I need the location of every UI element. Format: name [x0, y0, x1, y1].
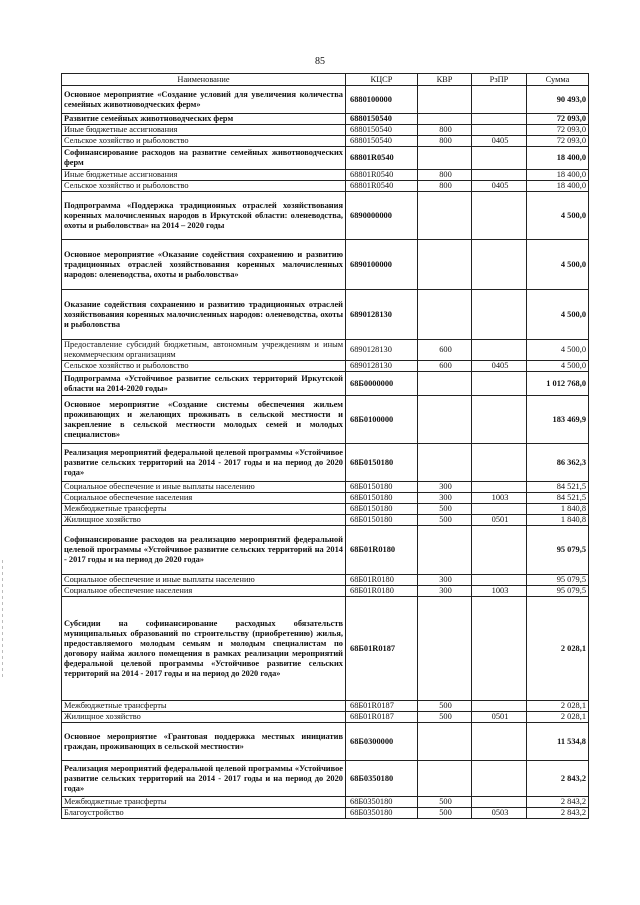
cell-rzpr: 0405 — [472, 136, 527, 147]
cell-kcsr: 68Б0150180 — [346, 493, 418, 504]
cell-rzpr — [472, 444, 527, 482]
cell-rzpr — [472, 575, 527, 586]
cell-kvr — [418, 114, 472, 125]
cell-rzpr — [472, 761, 527, 797]
cell-rzpr: 0405 — [472, 361, 527, 372]
cell-rzpr: 1003 — [472, 586, 527, 597]
cell-kvr — [418, 86, 472, 114]
cell-rzpr — [472, 396, 527, 444]
cell-kvr: 300 — [418, 586, 472, 597]
cell-kvr: 800 — [418, 125, 472, 136]
cell-rzpr: 0501 — [472, 515, 527, 526]
cell-name: Межбюджетные трансферты — [62, 797, 346, 808]
cell-sum: 90 493,0 — [527, 86, 589, 114]
cell-kvr: 500 — [418, 797, 472, 808]
cell-sum: 183 469,9 — [527, 396, 589, 444]
cell-rzpr: 0503 — [472, 808, 527, 819]
cell-kvr — [418, 761, 472, 797]
cell-name: Софинансирование расходов на реализацию мероприятий федеральной целевой программы «Устойчивое развитие сельских территорий на 2014 - 2017 годы и на период до 2020 года» — [62, 526, 346, 575]
cell-name: Предоставление субсидий бюджетным, автономным учреждениям и иным некоммерческим организациям — [62, 340, 346, 361]
cell-kcsr: 68Б0150180 — [346, 444, 418, 482]
cell-kcsr: 68Б0150180 — [346, 515, 418, 526]
cell-kcsr: 68Б0100000 — [346, 396, 418, 444]
table-row — [62, 482, 589, 493]
cell-name: Социальное обеспечение населения — [62, 493, 346, 504]
cell-sum: 4 500,0 — [527, 192, 589, 240]
cell-kcsr: 68Б0350180 — [346, 808, 418, 819]
cell-kcsr: 68Б0000000 — [346, 372, 418, 396]
cell-rzpr — [472, 597, 527, 701]
cell-kcsr: 68801R0540 — [346, 170, 418, 181]
cell-rzpr — [472, 240, 527, 290]
cell-kcsr: 6890128130 — [346, 340, 418, 361]
table-row — [62, 192, 589, 240]
cell-kcsr: 68801R0540 — [346, 181, 418, 192]
cell-rzpr: 1003 — [472, 493, 527, 504]
cell-kvr — [418, 240, 472, 290]
cell-name: Сельское хозяйство и рыболовство — [62, 361, 346, 372]
table-row — [62, 701, 589, 712]
cell-name: Реализация мероприятий федеральной целевой программы «Устойчивое развитие сельских территорий на 2014 - 2017 годы и на период до 2020 года» — [62, 444, 346, 482]
table-row — [62, 712, 589, 723]
cell-name: Жилищное хозяйство — [62, 515, 346, 526]
cell-kcsr: 68Б01R0187 — [346, 701, 418, 712]
cell-kcsr: 6880150540 — [346, 125, 418, 136]
table-row — [62, 797, 589, 808]
table-row — [62, 761, 589, 797]
cell-rzpr — [472, 147, 527, 170]
cell-rzpr — [472, 372, 527, 396]
cell-name: Иные бюджетные ассигнования — [62, 125, 346, 136]
cell-sum: 1 840,8 — [527, 515, 589, 526]
table-row — [62, 504, 589, 515]
cell-kvr — [418, 290, 472, 340]
table-row — [62, 125, 589, 136]
cell-sum: 4 500,0 — [527, 340, 589, 361]
cell-name: Социальное обеспечение и иные выплаты населению — [62, 575, 346, 586]
cell-kvr — [418, 444, 472, 482]
table-row — [62, 240, 589, 290]
cell-kcsr: 6890000000 — [346, 192, 418, 240]
cell-name: Межбюджетные трансферты — [62, 701, 346, 712]
cell-kcsr: 68Б0350180 — [346, 761, 418, 797]
cell-kcsr: 68Б01R0180 — [346, 526, 418, 575]
cell-kcsr: 6890100000 — [346, 240, 418, 290]
cell-kvr: 300 — [418, 575, 472, 586]
cell-rzpr — [472, 86, 527, 114]
table-row — [62, 586, 589, 597]
table-row — [62, 575, 589, 586]
cell-name: Развитие семейных животноводческих ферм — [62, 114, 346, 125]
page-number: 85 — [315, 56, 325, 67]
cell-kcsr: 68Б0350180 — [346, 797, 418, 808]
cell-rzpr — [472, 114, 527, 125]
table-row — [62, 396, 589, 444]
cell-rzpr — [472, 340, 527, 361]
cell-sum: 72 093,0 — [527, 136, 589, 147]
table-row — [62, 290, 589, 340]
cell-name: Оказание содействия сохранению и развитию традиционных отраслей хозяйствования коренных малочисленных народов: оленеводства, охоты и рыболовства — [62, 290, 346, 340]
cell-kvr: 300 — [418, 493, 472, 504]
cell-kcsr: 6890128130 — [346, 290, 418, 340]
cell-kvr — [418, 147, 472, 170]
header-kvr: КВР — [418, 74, 472, 86]
cell-sum: 84 521,5 — [527, 482, 589, 493]
cell-kvr: 500 — [418, 808, 472, 819]
cell-sum: 2 843,2 — [527, 761, 589, 797]
header-name: Наименование — [62, 74, 346, 86]
table-header-row — [62, 74, 589, 86]
cell-sum: 84 521,5 — [527, 493, 589, 504]
cell-kvr: 600 — [418, 340, 472, 361]
scan-margin-mark — [2, 560, 3, 680]
table-row — [62, 444, 589, 482]
cell-sum: 1 840,8 — [527, 504, 589, 515]
cell-rzpr: 0501 — [472, 712, 527, 723]
cell-name: Сельское хозяйство и рыболовство — [62, 136, 346, 147]
cell-kcsr: 68Б0150180 — [346, 504, 418, 515]
table-row — [62, 808, 589, 819]
cell-name: Основное мероприятие «Создание системы обеспечения жильем проживающих и желающих проживать в сельской местности и закрепление в сельской местности молодых семей и молодых специалистов» — [62, 396, 346, 444]
cell-name: Основное мероприятие «Оказание содействия сохранению и развитию традиционных отраслей хозяйствования коренных малочисленных народов: оленеводства, охоты и рыболовства» — [62, 240, 346, 290]
table-row — [62, 361, 589, 372]
table-row — [62, 493, 589, 504]
cell-kvr — [418, 192, 472, 240]
cell-name: Софинансирование расходов на развитие семейных животноводческих ферм — [62, 147, 346, 170]
cell-rzpr — [472, 701, 527, 712]
cell-name: Жилищное хозяйство — [62, 712, 346, 723]
table-row — [62, 86, 589, 114]
cell-kvr: 500 — [418, 504, 472, 515]
table-row — [62, 114, 589, 125]
cell-sum: 18 400,0 — [527, 181, 589, 192]
cell-kcsr: 68Б0300000 — [346, 723, 418, 761]
cell-rzpr — [472, 797, 527, 808]
header-kcsr: КЦСР — [346, 74, 418, 86]
table-row — [62, 515, 589, 526]
cell-rzpr: 0405 — [472, 181, 527, 192]
table-row — [62, 181, 589, 192]
cell-sum: 11 534,8 — [527, 723, 589, 761]
table-row — [62, 372, 589, 396]
table-row — [62, 526, 589, 575]
cell-rzpr — [472, 526, 527, 575]
table-row — [62, 170, 589, 181]
cell-sum: 86 362,3 — [527, 444, 589, 482]
table-row — [62, 147, 589, 170]
cell-name: Подпрограмма «Устойчивое развитие сельских территорий Иркутской области на 2014-2020 годы» — [62, 372, 346, 396]
cell-kvr: 500 — [418, 515, 472, 526]
cell-sum: 4 500,0 — [527, 240, 589, 290]
cell-kcsr: 6880150540 — [346, 136, 418, 147]
cell-kvr — [418, 597, 472, 701]
cell-kvr: 300 — [418, 482, 472, 493]
cell-kvr: 800 — [418, 181, 472, 192]
cell-kvr: 500 — [418, 701, 472, 712]
cell-rzpr — [472, 290, 527, 340]
cell-sum: 95 079,5 — [527, 575, 589, 586]
cell-kcsr: 68Б01R0187 — [346, 597, 418, 701]
cell-sum: 2 028,1 — [527, 597, 589, 701]
cell-rzpr — [472, 170, 527, 181]
budget-table — [61, 73, 589, 819]
cell-kcsr: 6880150540 — [346, 114, 418, 125]
cell-name: Реализация мероприятий федеральной целевой программы «Устойчивое развитие сельских территорий на 2014 - 2017 годы и на период до 2020 года» — [62, 761, 346, 797]
cell-rzpr — [472, 504, 527, 515]
cell-sum: 72 093,0 — [527, 114, 589, 125]
cell-kcsr: 68Б01R0180 — [346, 586, 418, 597]
cell-kvr — [418, 723, 472, 761]
cell-kcsr: 68Б01R0187 — [346, 712, 418, 723]
cell-name: Субсидии на софинансирование расходных обязательств муниципальных образований по строительству (приобретению) жилья, предоставляемого молодым семьям и молодым специалистам по договору найма жилого помещения в рамках реализации мероприятий федеральной целевой программы «Устойчивое развитие сельских территорий на 2014 - 2017 годы и на период до 2020 года» — [62, 597, 346, 701]
cell-sum: 4 500,0 — [527, 361, 589, 372]
cell-rzpr — [472, 723, 527, 761]
table-row — [62, 340, 589, 361]
cell-name: Социальное обеспечение населения — [62, 586, 346, 597]
cell-sum: 72 093,0 — [527, 125, 589, 136]
cell-sum: 18 400,0 — [527, 170, 589, 181]
cell-kcsr: 68801R0540 — [346, 147, 418, 170]
header-sum: Сумма — [527, 74, 589, 86]
cell-kvr — [418, 526, 472, 575]
cell-sum: 1 012 768,0 — [527, 372, 589, 396]
cell-sum: 2 843,2 — [527, 797, 589, 808]
cell-kcsr: 68Б01R0180 — [346, 575, 418, 586]
cell-rzpr — [472, 482, 527, 493]
table-row — [62, 597, 589, 701]
cell-name: Основное мероприятие «Создание условий для увеличения количества семейных животноводческих ферм» — [62, 86, 346, 114]
cell-name: Межбюджетные трансферты — [62, 504, 346, 515]
table-row — [62, 723, 589, 761]
cell-name: Сельское хозяйство и рыболовство — [62, 181, 346, 192]
cell-sum: 18 400,0 — [527, 147, 589, 170]
cell-sum: 95 079,5 — [527, 586, 589, 597]
cell-kvr — [418, 372, 472, 396]
cell-name: Благоустройство — [62, 808, 346, 819]
table-row — [62, 136, 589, 147]
cell-name: Подпрограмма «Поддержка традиционных отраслей хозяйствования коренных малочисленных народов в Иркутской области: оленеводства, охоты и рыболовства» на 2014 – 2020 годы — [62, 192, 346, 240]
cell-name: Иные бюджетные ассигнования — [62, 170, 346, 181]
cell-sum: 95 079,5 — [527, 526, 589, 575]
table-body — [62, 86, 589, 819]
cell-sum: 2 843,2 — [527, 808, 589, 819]
cell-kvr: 500 — [418, 712, 472, 723]
cell-kvr: 800 — [418, 170, 472, 181]
cell-sum: 2 028,1 — [527, 712, 589, 723]
cell-kvr — [418, 396, 472, 444]
cell-kcsr: 6890128130 — [346, 361, 418, 372]
cell-kcsr: 68Б0150180 — [346, 482, 418, 493]
cell-name: Основное мероприятие «Грантовая поддержка местных инициатив граждан, проживающих в сельской местности» — [62, 723, 346, 761]
cell-sum: 2 028,1 — [527, 701, 589, 712]
header-rzpr: РзПР — [472, 74, 527, 86]
cell-sum: 4 500,0 — [527, 290, 589, 340]
cell-kvr: 600 — [418, 361, 472, 372]
cell-kcsr: 6880100000 — [346, 86, 418, 114]
cell-rzpr — [472, 192, 527, 240]
cell-name: Социальное обеспечение и иные выплаты населению — [62, 482, 346, 493]
cell-kvr: 800 — [418, 136, 472, 147]
cell-rzpr — [472, 125, 527, 136]
